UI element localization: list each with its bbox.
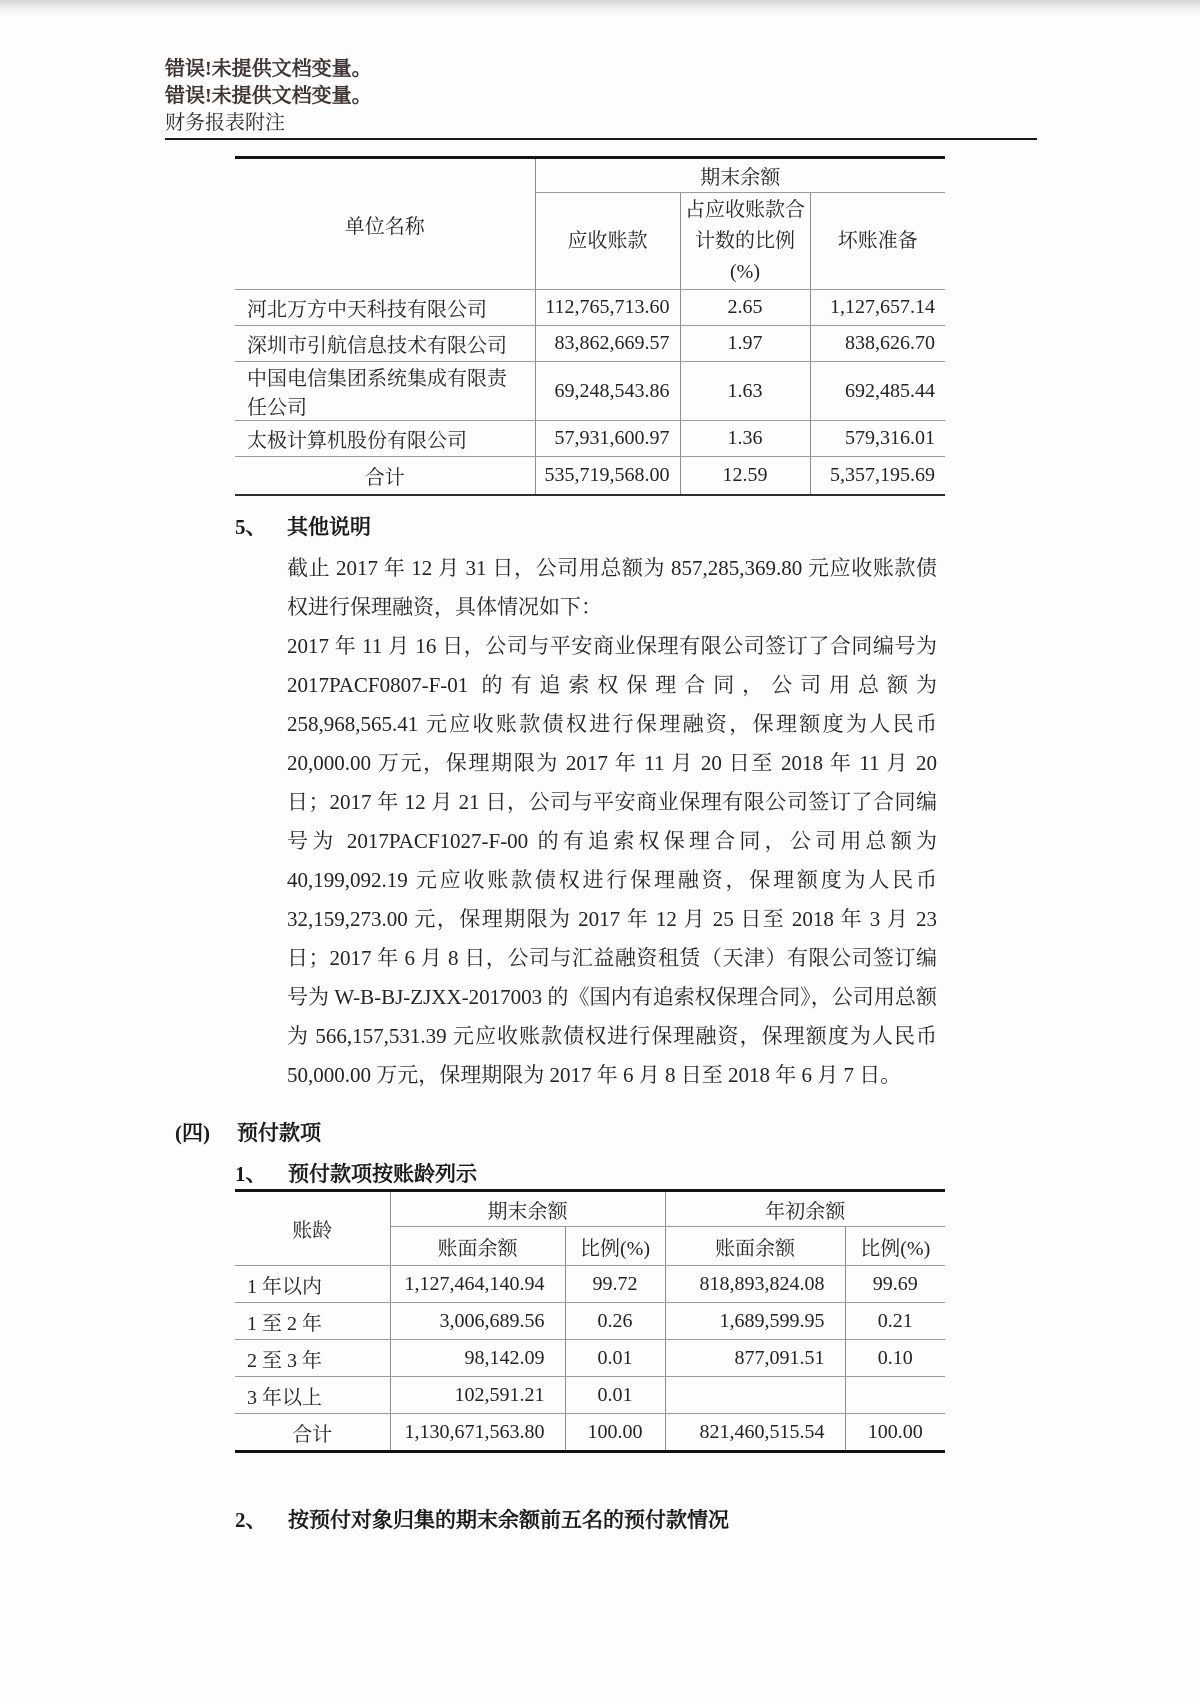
ending-ratio-cell: 0.01 [565, 1340, 665, 1377]
aging-cell: 1 至 2 年 [235, 1303, 390, 1340]
section-prepayments-heading [175, 1117, 321, 1147]
col-header-aging: 账龄 [235, 1191, 390, 1266]
ar-amount-cell: 57,931,600.97 [535, 421, 680, 457]
col-header-ratio-beginning: 比例(%) [845, 1227, 945, 1266]
section-title: 其他说明 [287, 515, 371, 539]
beginning-ratio-cell: 99.69 [845, 1266, 945, 1303]
total-label-cell: 合计 [235, 457, 535, 495]
bad-debt-total-cell: 5,357,195.69 [810, 457, 945, 495]
ending-amount-cell: 3,006,689.56 [390, 1303, 565, 1340]
table-header-row [235, 1191, 945, 1227]
aging-cell: 3 年以上 [235, 1377, 390, 1414]
ending-ratio-cell: 0.26 [565, 1303, 665, 1340]
bad-debt-cell: 838,626.70 [810, 326, 945, 362]
subsection-number: 1、 [235, 1162, 267, 1186]
ending-ratio-cell: 0.01 [565, 1377, 665, 1414]
col-header-ar-ratio: 占应收账款合计数的比例(%) [680, 193, 810, 290]
table-row [235, 290, 945, 326]
subsection-title: 按预付对象归集的期末余额前五名的预付款情况 [288, 1508, 729, 1532]
beginning-amount-cell [665, 1377, 845, 1414]
col-header-unit-name: 单位名称 [235, 158, 535, 290]
beginning-ratio-cell: 0.10 [845, 1340, 945, 1377]
paragraph-2: 2017 年 11 月 16 日，公司与平安商业保理有限公司签订了合同编号为 2017PACF0807-F-01 的有追索权保理合同，公司用总额为 258,968,565.41 元应收账款债权进行保理融资，保理额度为人民币 20,000.00 万元，保理期限为 2017 年 11 月 20 日至 2018 年 11 月 20 日；2017 年 12 月 21 日，公司与平安商业保理有限公司签订了合同编号为 2017PACF1027-F-00 的有追索权保理合同，公司用总额为 40,199,092.19 元应收账款债权进行保理融资，保理额度为人民币 32,159,273.00 元，保理期限为 2017 年 12 月 25 日至 2018 年 3 月 23 日；2017 年 6 月 8 日，公司与汇益融资租赁（天津）有限公司签订编号为 W-B-BJ-ZJXX-2017003 的《国内有追索权保理合同》，公司用总额为 566,157,531.39 元应收账款债权进行保理融资，保理额度为人民币 50,000.00 万元，保理期限为 2017 年 6 月 8 日至 2018 年 6 月 7 日。 [287, 634, 937, 1087]
beginning-ratio-cell: 0.21 [845, 1303, 945, 1340]
table-row [235, 1303, 945, 1340]
table-row [235, 1266, 945, 1303]
aging-cell: 2 至 3 年 [235, 1340, 390, 1377]
header-divider [165, 138, 1037, 140]
ar-amount-cell: 83,862,669.57 [535, 326, 680, 362]
ar-ratio-cell: 1.97 [680, 326, 810, 362]
col-header-book-balance-ending: 账面余额 [390, 1227, 565, 1266]
paragraph-1: 截止 2017 年 12 月 31 日，公司用总额为 857,285,369.80 元应收账款债权进行保理融资，具体情况如下： [287, 556, 937, 619]
ar-ratio-cell: 1.63 [680, 362, 810, 421]
beginning-ratio-total-cell: 100.00 [845, 1414, 945, 1452]
scan-edge-shading [0, 0, 1200, 16]
subsection-number: 2、 [235, 1508, 267, 1532]
subsection-top5-prepayments-heading [235, 1504, 729, 1534]
ar-amount-cell: 69,248,543.86 [535, 362, 680, 421]
section-number: 5、 [235, 515, 267, 539]
ending-ratio-total-cell: 100.00 [565, 1414, 665, 1452]
unit-name-cell: 深圳市引航信息技术有限公司 [235, 326, 535, 362]
page-title: 财务报表附注 [165, 112, 285, 134]
ar-ratio-cell: 2.65 [680, 290, 810, 326]
ar-amount-cell: 112,765,713.60 [535, 290, 680, 326]
table-row [235, 1340, 945, 1377]
col-group-ending-balance: 期末余额 [535, 158, 945, 193]
subsection-aging-heading [235, 1158, 477, 1188]
col-header-book-balance-beginning: 账面余额 [665, 1227, 845, 1266]
section-title: 预付款项 [237, 1121, 321, 1145]
ending-amount-cell: 102,591.21 [390, 1377, 565, 1414]
ending-amount-cell: 98,142.09 [390, 1340, 565, 1377]
col-header-accounts-receivable: 应收账款 [535, 193, 680, 290]
col-group-ending-balance: 期末余额 [390, 1191, 665, 1227]
beginning-amount-cell: 818,893,824.08 [665, 1266, 845, 1303]
unit-name-cell: 中国电信集团系统集成有限责任公司 [235, 362, 535, 421]
ending-amount-total-cell: 1,130,671,563.80 [390, 1414, 565, 1452]
bad-debt-cell: 1,127,657.14 [810, 290, 945, 326]
beginning-amount-total-cell: 821,460,515.54 [665, 1414, 845, 1452]
table-row [235, 1377, 945, 1414]
beginning-amount-cell: 1,689,599.95 [665, 1303, 845, 1340]
col-header-bad-debt-provision: 坏账准备 [810, 193, 945, 290]
table-total-row [235, 1414, 945, 1452]
ar-ratio-total-cell: 12.59 [680, 457, 810, 495]
table-total-row [235, 457, 945, 495]
col-header-ratio-ending: 比例(%) [565, 1227, 665, 1266]
table-row [235, 326, 945, 362]
total-label-cell: 合计 [235, 1414, 390, 1452]
header-error-line-1: 错误!未提供文档变量。 [165, 58, 372, 80]
prepayments-aging-table [235, 1189, 945, 1453]
ar-ratio-cell: 1.36 [680, 421, 810, 457]
table-row [235, 421, 945, 457]
header-error-line-2: 错误!未提供文档变量。 [165, 85, 372, 107]
table-header-row [235, 158, 945, 193]
col-group-beginning-balance: 年初余额 [665, 1191, 945, 1227]
section-other-notes-heading [235, 511, 371, 541]
table-row [235, 362, 945, 421]
ending-ratio-cell: 99.72 [565, 1266, 665, 1303]
unit-name-cell: 河北万方中天科技有限公司 [235, 290, 535, 326]
subsection-title: 预付款项按账龄列示 [288, 1162, 477, 1186]
bad-debt-cell: 692,485.44 [810, 362, 945, 421]
section-number: (四) [175, 1121, 210, 1145]
unit-name-cell: 太极计算机股份有限公司 [235, 421, 535, 457]
aging-cell: 1 年以内 [235, 1266, 390, 1303]
receivables-top5-table [235, 156, 945, 496]
ending-amount-cell: 1,127,464,140.94 [390, 1266, 565, 1303]
beginning-ratio-cell [845, 1377, 945, 1414]
bad-debt-cell: 579,316.01 [810, 421, 945, 457]
ar-amount-total-cell: 535,719,568.00 [535, 457, 680, 495]
document-header [165, 56, 372, 137]
other-notes-paragraph [287, 549, 937, 1095]
beginning-amount-cell: 877,091.51 [665, 1340, 845, 1377]
